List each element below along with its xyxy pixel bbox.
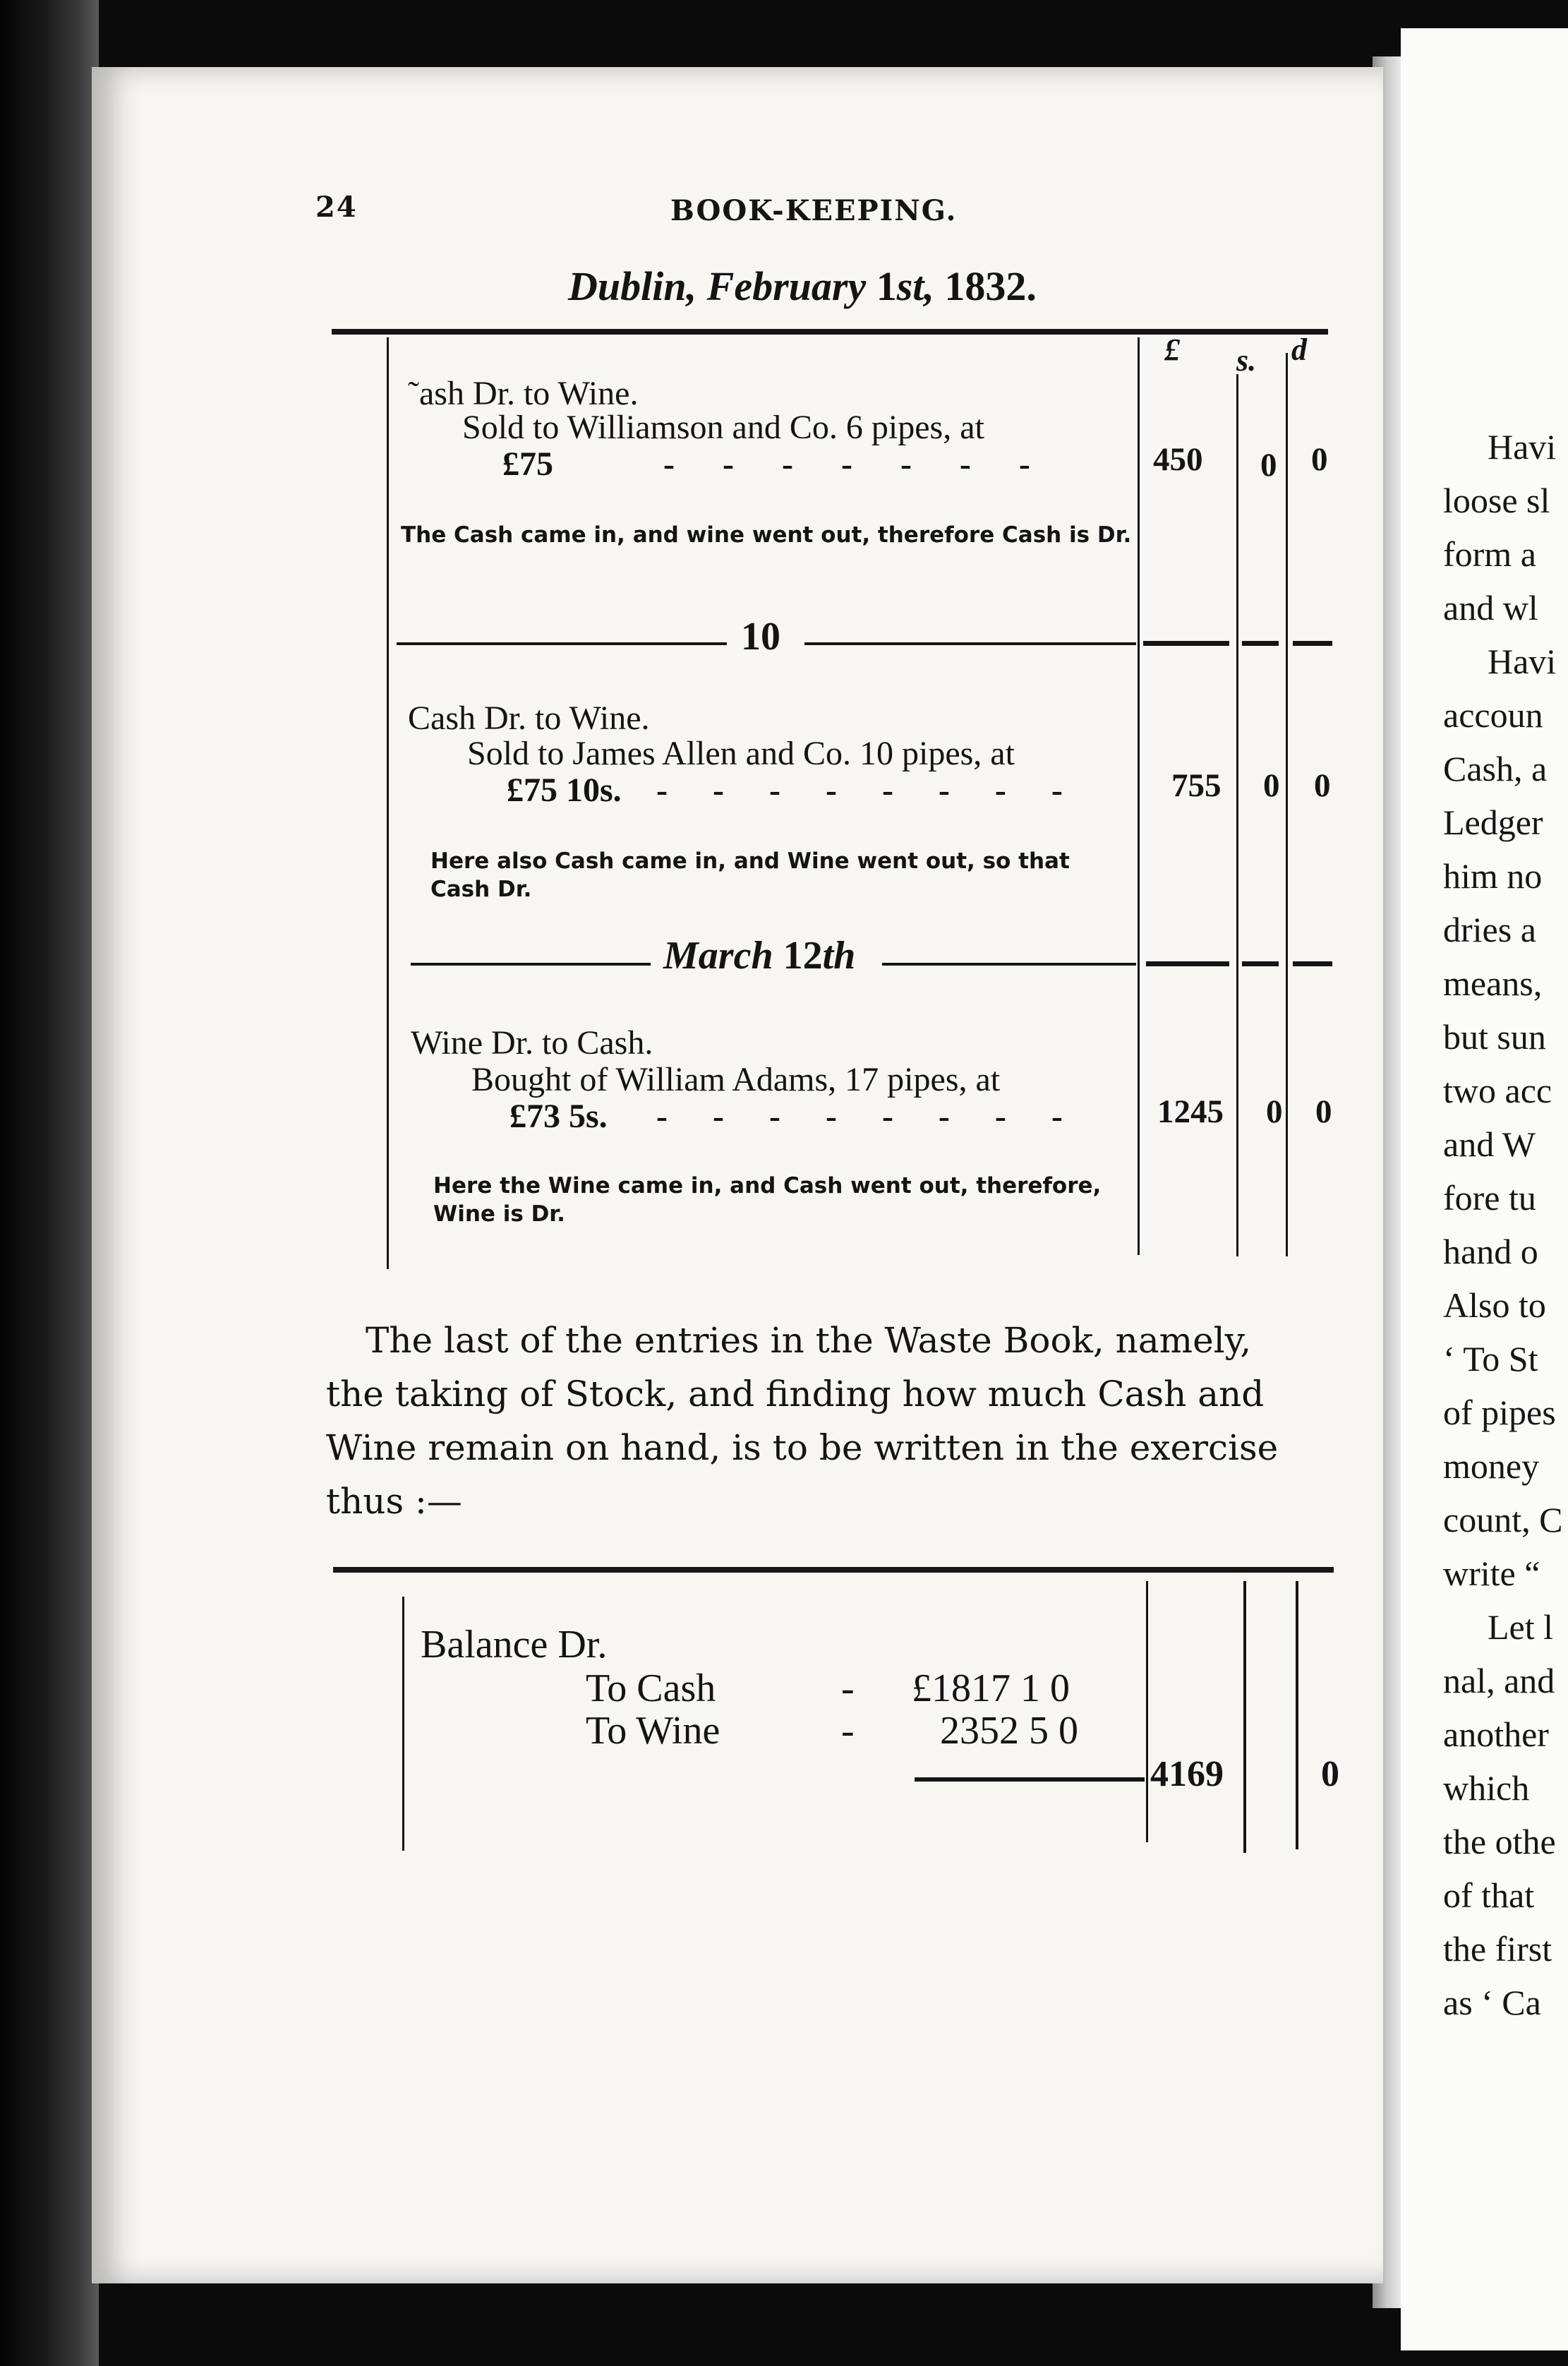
entry-pounds: 450 <box>1153 441 1203 478</box>
right-page-line: write “ <box>1443 1554 1540 1593</box>
right-page-line: another <box>1443 1715 1549 1754</box>
balance-row-amount: 2352 5 0 <box>940 1709 1078 1753</box>
balance-row-label: To Wine <box>586 1709 720 1753</box>
separator-month: March <box>663 934 773 978</box>
entry-title: Wine Dr. to Cash. <box>411 1024 653 1062</box>
right-page-line: and wl <box>1443 588 1538 627</box>
dateline-month: February <box>706 263 867 309</box>
right-page-line: Also to <box>1443 1285 1546 1325</box>
balance-title: Balance Dr. <box>421 1623 608 1667</box>
dateline-place: Dublin, <box>568 263 697 309</box>
balance-row-amount: £1817 1 0 <box>912 1667 1070 1710</box>
entry-price: £73 5s. <box>509 1098 608 1135</box>
right-page-line: accoun <box>1443 695 1543 735</box>
table-left-border <box>387 337 389 1269</box>
pounds-column-header: £ <box>1164 332 1180 367</box>
right-page-line: fore tu <box>1443 1178 1536 1218</box>
entry-line: Sold to James Allen and Co. 10 pipes, at <box>467 735 1015 772</box>
right-page-line: the first <box>1443 1929 1552 1969</box>
entry-pounds: 755 <box>1171 767 1222 804</box>
right-page-line: of pipes <box>1443 1393 1556 1432</box>
right-page-line: Havi <box>1488 642 1557 681</box>
shillings-column-divider <box>1236 374 1238 1256</box>
entry-note: Here also Cash came in, and Wine went out, so that Cash Dr. <box>430 848 1070 902</box>
entry-note: Here the Wine came in, and Cash went out, therefore, Wine is Dr. <box>433 1173 1102 1227</box>
shillings-column-header: s. <box>1236 343 1257 378</box>
balance-row-dash: - <box>841 1667 855 1710</box>
right-page-line: form a <box>1443 534 1536 574</box>
balance-row-dash: - <box>841 1709 855 1753</box>
paragraph-line: thus :— <box>326 1481 462 1522</box>
entry-dots: - - - - - - - <box>663 445 1050 483</box>
right-page-line: dries a <box>1443 910 1536 949</box>
right-page-line: as ‘ Ca <box>1443 1983 1541 2022</box>
entry-pence: 0 <box>1314 767 1331 804</box>
total-rule <box>1146 961 1229 966</box>
pence-column-divider <box>1286 353 1288 1256</box>
dateline <box>568 263 1037 310</box>
right-page-line: nal, and <box>1443 1661 1555 1700</box>
entry-dots: - - - - - - - - <box>656 1098 1081 1135</box>
separator-date: 10 <box>741 615 780 659</box>
separator-suffix: th <box>822 934 856 978</box>
right-page-line: but sun <box>1443 1017 1546 1057</box>
right-page-line: the othe <box>1443 1822 1556 1861</box>
right-page-line: Havi <box>1488 427 1557 467</box>
separator-rule-left <box>397 642 727 645</box>
right-page-line: and W <box>1443 1124 1536 1164</box>
right-page-line: hand o <box>1443 1232 1538 1271</box>
right-page-line: Let l <box>1488 1607 1554 1647</box>
balance-row-label: To Cash <box>586 1667 716 1710</box>
entry-note: The Cash came in, and wine went out, therefore Cash is Dr. <box>401 522 1132 548</box>
entry-pounds: 1245 <box>1157 1093 1224 1130</box>
running-title: BOOK-KEEPING. <box>670 194 958 227</box>
entry-shillings: 0 <box>1266 1093 1283 1130</box>
balance-total-pounds: 4169 <box>1150 1754 1224 1794</box>
separator-day: 12 <box>783 934 823 978</box>
separator-date <box>663 933 855 978</box>
right-page-line: means, <box>1443 963 1543 1003</box>
right-page-line: ‘ To St <box>1443 1339 1538 1379</box>
total-rule <box>1143 641 1229 646</box>
entry-line: Sold to Williamson and Co. 6 pipes, at <box>462 409 984 446</box>
balance-shillings-divider <box>1243 1581 1246 1853</box>
separator-rule-right <box>882 963 1136 966</box>
entry-shillings: 0 <box>1260 447 1277 484</box>
right-page <box>1401 28 1568 2350</box>
right-page-line: Cash, a <box>1443 749 1548 788</box>
book-spine <box>0 0 99 2366</box>
entry-line: Bought of William Adams, 17 pipes, at <box>471 1061 1001 1098</box>
paragraph-line: the taking of Stock, and finding how much Cash and <box>326 1374 1265 1415</box>
balance-top-rule <box>333 1567 1334 1573</box>
entry-title: Cash Dr. to Wine. <box>408 699 650 737</box>
right-page-line: him no <box>1443 856 1543 896</box>
right-page-line: loose sl <box>1443 481 1550 520</box>
balance-sum-rule <box>915 1777 1145 1782</box>
total-rule <box>1293 641 1332 646</box>
right-page-line: which <box>1443 1768 1530 1808</box>
pence-column-header: d <box>1291 332 1307 367</box>
total-rule <box>1293 961 1332 966</box>
total-rule <box>1242 961 1279 966</box>
paragraph-line: The last of the entries in the Waste Book, namely, <box>366 1320 1252 1361</box>
dateline-day: 1 <box>876 263 897 309</box>
entry-pence: 0 <box>1315 1093 1332 1130</box>
right-page-line: two acc <box>1443 1071 1552 1110</box>
balance-left-border <box>402 1597 404 1851</box>
right-page-line: Ledger <box>1443 803 1543 842</box>
entry-pence: 0 <box>1311 441 1328 478</box>
right-page-line: of that <box>1443 1875 1535 1915</box>
paragraph-line: Wine remain on hand, is to be written in the exercise <box>326 1427 1279 1468</box>
entry-title: ˜ash Dr. to Wine. <box>408 375 639 412</box>
separator-rule-left <box>411 963 651 966</box>
dateline-suffix: st, <box>896 263 934 309</box>
entry-dots: - - - - - - - - <box>656 771 1081 809</box>
dateline-year: 1832. <box>944 263 1037 309</box>
balance-pence-divider <box>1296 1581 1298 1849</box>
balance-pounds-divider <box>1146 1581 1148 1842</box>
right-page-line: count, C <box>1443 1500 1563 1539</box>
entry-shillings: 0 <box>1263 767 1280 804</box>
page-number: 24 <box>315 191 358 224</box>
balance-total-pence: 0 <box>1321 1754 1339 1794</box>
separator-rule-right <box>804 642 1136 645</box>
total-rule <box>1242 641 1279 646</box>
pounds-column-divider <box>1138 337 1140 1255</box>
entry-price: £75 <box>502 445 553 483</box>
right-page-line: money <box>1443 1446 1540 1486</box>
entry-price: £75 10s. <box>507 771 622 809</box>
